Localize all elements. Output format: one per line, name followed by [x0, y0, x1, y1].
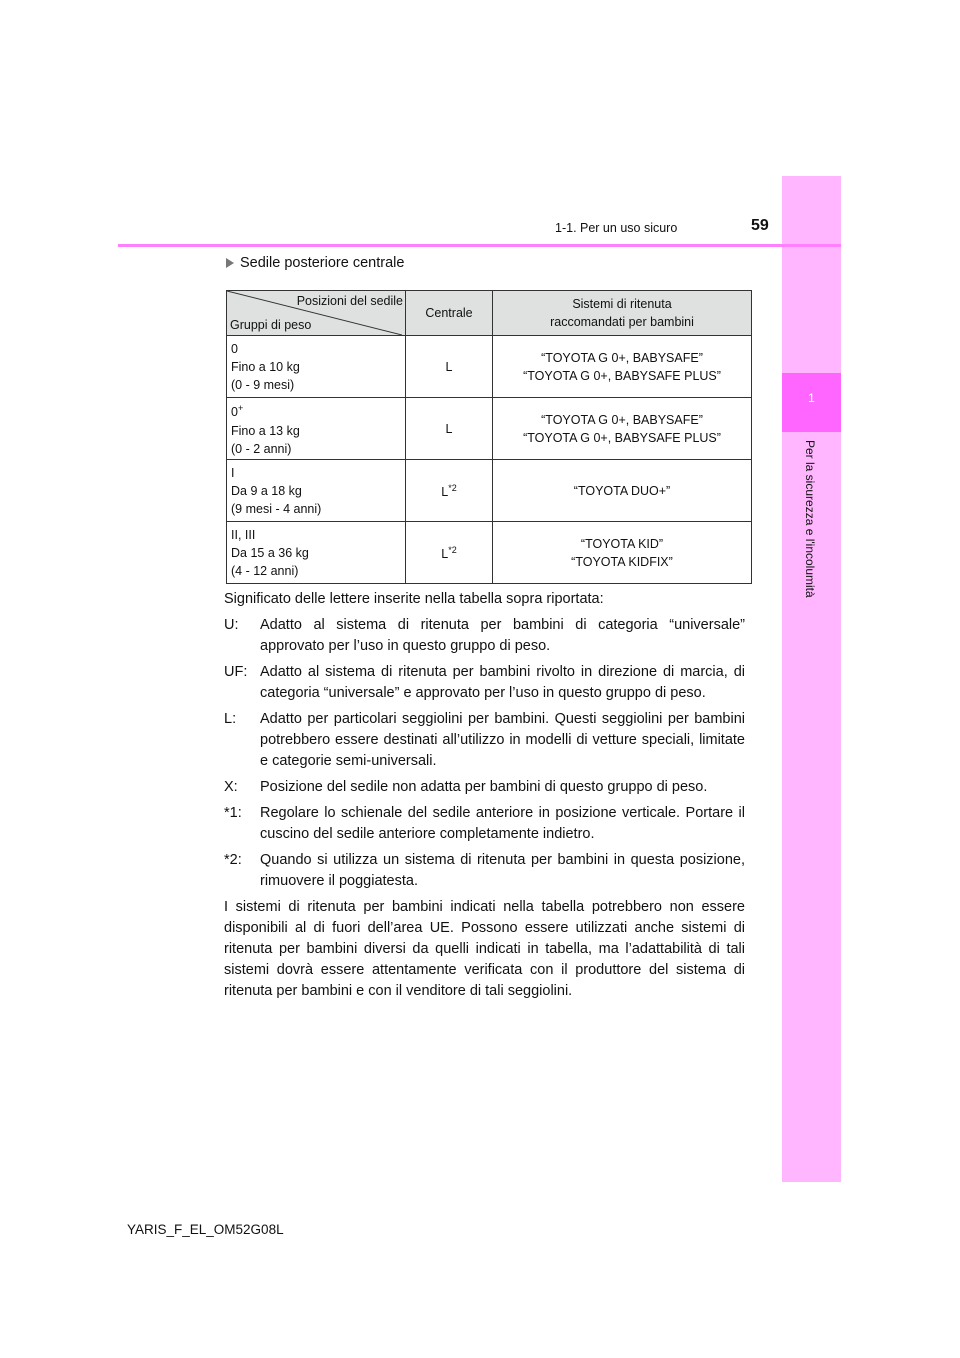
triangle-bullet-icon: [226, 258, 234, 268]
definition-text: Adatto al sistema di ritenuta per bambini rivolto in direzione di marcia, di categoria “universale” e approvato per l’uso in questo gruppo di peso.: [260, 664, 745, 701]
system: “TOYOTA KIDFIX”: [571, 554, 673, 569]
age: (9 mesi - 4 anni): [231, 501, 322, 516]
definition-label: L:: [224, 711, 237, 727]
weight: Da 9 a 18 kg: [231, 483, 302, 498]
group: II, III: [231, 527, 256, 542]
systems-cell: [493, 398, 752, 460]
definition-text: Adatto al sistema di ritenuta per bambini di categoria “universale” approvato per l’uso in questo gruppo di peso.: [260, 617, 745, 654]
system: “TOYOTA G 0+, BABYSAFE PLUS”: [523, 368, 721, 383]
footnote-ref: *2: [448, 545, 457, 556]
definition-text: Posizione del sedile non adatta per bambini di questo gruppo di peso.: [260, 779, 708, 795]
weight-group-cell: [227, 398, 406, 460]
system: “TOYOTA DUO+”: [573, 483, 671, 498]
table-row: [227, 398, 752, 460]
definition-item: [224, 615, 745, 657]
weight: Fino a 13 kg: [231, 423, 300, 438]
chapter-title: Per la sicurezza e l'incolumità: [803, 440, 817, 598]
definition-label: X:: [224, 779, 238, 795]
footnote-item: [224, 803, 745, 845]
header-divider: [118, 244, 841, 247]
header-central: Centrale: [406, 291, 493, 336]
systems-cell: [493, 336, 752, 398]
central-value: L: [441, 547, 449, 562]
group-sup: +: [237, 403, 244, 414]
central-cell: [406, 460, 493, 522]
definition-item: [224, 777, 745, 798]
page-number: 59: [751, 217, 769, 234]
header-systems-line2: raccomandati per bambini: [550, 315, 694, 329]
table-row: [227, 522, 752, 584]
footnote-ref: *2: [448, 483, 457, 494]
header-seat-positions: Posizioni del sedile: [296, 294, 403, 308]
footnote-text: Quando si utilizza un sistema di ritenuta per bambini in questa posizione, rimuovere il poggiatesta.: [260, 852, 745, 889]
weight-group-cell: [227, 460, 406, 522]
table-row: [227, 336, 752, 398]
system: “TOYOTA G 0+, BABYSAFE”: [541, 412, 703, 427]
system: “TOYOTA G 0+, BABYSAFE”: [541, 350, 703, 365]
systems-cell: [493, 522, 752, 584]
age: (0 - 2 anni): [231, 441, 292, 456]
central-cell: [406, 522, 493, 584]
footnote-label: *2:: [224, 852, 242, 868]
weight-group-cell: [227, 522, 406, 584]
weight-group-cell: [227, 336, 406, 398]
central-cell: L: [406, 336, 493, 398]
header-systems: [493, 291, 752, 336]
definition-item: [224, 662, 745, 704]
definition-label: U:: [224, 617, 239, 633]
document-code: YARIS_F_EL_OM52G08L: [127, 1222, 284, 1237]
system: “TOYOTA G 0+, BABYSAFE PLUS”: [523, 430, 721, 445]
definition-text: Adatto per particolari seggiolini per bambini. Questi seggiolini per bambini potrebbero essere destinati all’utilizzo in modelli di vetture speciali, limitate e categorie semi-universali.: [260, 711, 745, 769]
weight: Fino a 10 kg: [231, 359, 300, 374]
central-cell: L: [406, 398, 493, 460]
footnote-item: [224, 850, 745, 892]
diagonal-header-cell: [227, 291, 406, 336]
footnote-text: Regolare lo schienale del sedile anteriore in posizione verticale. Portare il cuscino del sedile anteriore completamente indietro.: [260, 805, 745, 842]
body-text: [224, 589, 745, 1007]
group: I: [231, 465, 235, 480]
table-row: [227, 460, 752, 522]
subheading-text: Sedile posteriore centrale: [240, 255, 405, 271]
chapter-number-tab: 1: [782, 373, 841, 432]
table-header-row: [227, 291, 752, 336]
intro-paragraph: Significato delle lettere inserite nella tabella sopra riportata:: [224, 591, 604, 607]
definition-label: UF:: [224, 664, 248, 680]
age: (0 - 9 mesi): [231, 377, 295, 392]
subheading: [226, 255, 404, 271]
chapter-side-tab: [782, 176, 841, 1182]
group: 0: [231, 405, 238, 420]
footnote-label: *1:: [224, 805, 242, 821]
group: 0: [231, 341, 238, 356]
systems-cell: [493, 460, 752, 522]
child-seat-table: [226, 290, 752, 584]
section-title: 1-1. Per un uso sicuro: [555, 221, 678, 235]
central-value: L: [441, 485, 449, 500]
age: (4 - 12 anni): [231, 563, 299, 578]
definition-item: [224, 709, 745, 772]
header-systems-line1: Sistemi di ritenuta: [572, 297, 672, 311]
header-weight-groups: Gruppi di peso: [230, 318, 312, 332]
closing-paragraph: I sistemi di ritenuta per bambini indicati nella tabella potrebbero non essere disponibili al di fuori dell’area UE. Possono essere utilizzati anche sistemi di ritenuta per bambini diversi da quelli indicati in tabella, ma l’adattabilità di tali sistemi dovrà essere attentamente verificata con il produttore del sistema di ritenuta per bambini e con il venditore di tali seggiolini.: [224, 899, 745, 999]
weight: Da 15 a 36 kg: [231, 545, 309, 560]
system: “TOYOTA KID”: [580, 536, 664, 551]
